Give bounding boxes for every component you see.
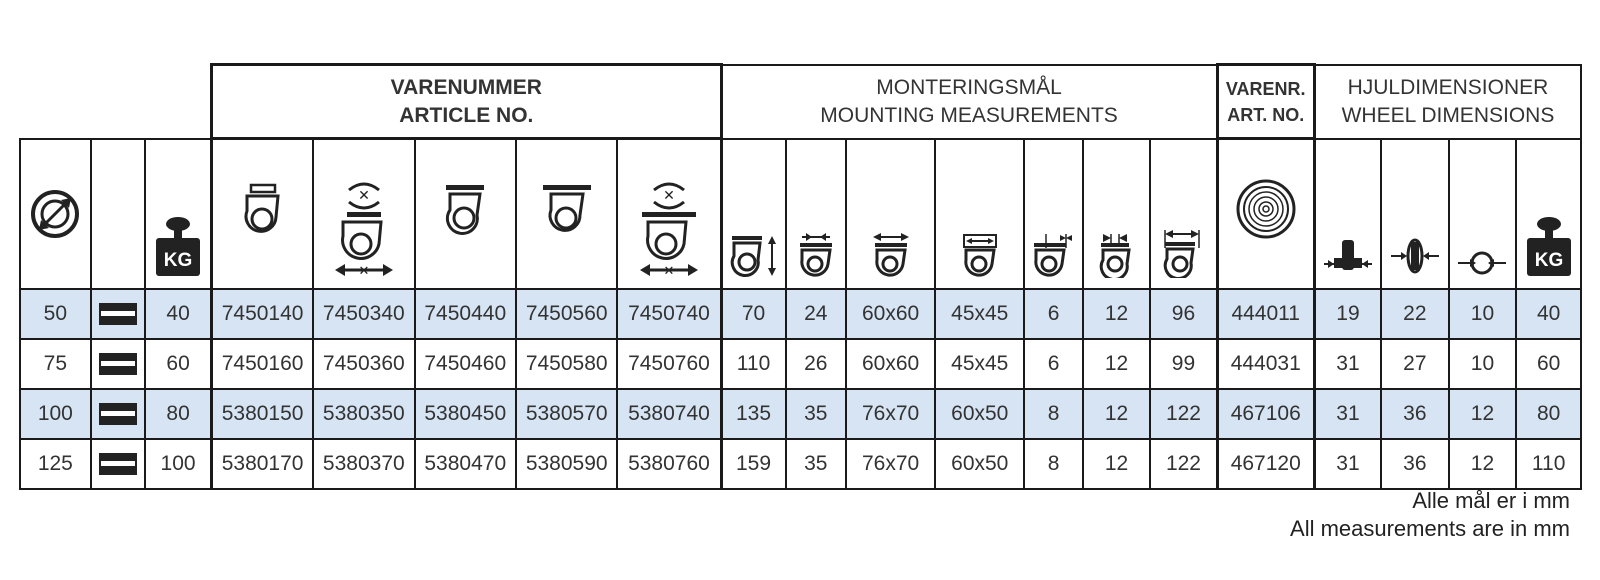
article-cell: 5380350: [313, 389, 414, 439]
mount-cell: 76x70: [846, 439, 935, 489]
article-group-label-en: ARTICLE NO.: [399, 103, 534, 127]
mount-cell: 12: [1083, 339, 1151, 389]
plate-size-icon: [846, 139, 935, 290]
article-number-group-header: [212, 65, 721, 139]
mount-cell: 8: [1024, 389, 1082, 439]
article-cell: 7450360: [313, 339, 414, 389]
wheel-dim-label-en: WHEEL DIMENSIONS: [1341, 103, 1555, 127]
article-cell: 5380470: [415, 439, 516, 489]
mount-cell: 60x60: [846, 289, 935, 339]
wheel-dimensions-group-header: [1314, 65, 1581, 139]
article-cell: 5380370: [313, 439, 414, 489]
svg-text:✕: ✕: [357, 187, 370, 203]
mount-cell: 35: [786, 439, 846, 489]
mount-cell: 45x45: [935, 339, 1024, 389]
tread-cell: [91, 289, 145, 339]
wheel-article-cell: 444011: [1217, 289, 1314, 339]
wheel-article-cell: 467106: [1217, 389, 1314, 439]
mounting-group-header: [721, 65, 1217, 139]
mount-cell: 12: [1083, 439, 1151, 489]
swivel-brake-large-plate-icon: [617, 139, 721, 290]
dim-cell: 19: [1314, 289, 1381, 339]
dim-cell: 10: [1449, 289, 1517, 339]
svg-text:✕: ✕: [663, 263, 675, 278]
article-cell: 5380760: [617, 439, 721, 489]
dim-cell: 27: [1381, 339, 1449, 389]
double-bar-tread-icon: [99, 303, 137, 325]
table-row: [20, 289, 1581, 339]
svg-text:✕: ✕: [663, 187, 675, 203]
wheel-icon: [1217, 139, 1314, 290]
axle-diameter-icon: [1449, 139, 1517, 290]
mount-cell: 6: [1024, 339, 1082, 389]
dim-cell: 40: [1516, 289, 1581, 339]
load-cell: 80: [145, 389, 212, 439]
swivel-offset-icon: [786, 139, 846, 290]
mount-cell: 45x45: [935, 289, 1024, 339]
diameter-cell: 125: [20, 439, 91, 489]
wheel-article-label-da: VARENR.: [1225, 78, 1306, 99]
article-cell: 7450160: [212, 339, 313, 389]
bolt-hole-icon: [1083, 139, 1151, 290]
article-group-label-da: VARENUMMER: [390, 75, 542, 99]
article-cell: 5380170: [212, 439, 313, 489]
dim-cell: 80: [1516, 389, 1581, 439]
load-cell: 40: [145, 289, 212, 339]
mount-cell: 26: [786, 339, 846, 389]
article-cell: 7450440: [415, 289, 516, 339]
tread-width-icon: [1314, 139, 1381, 290]
dim-cell: 60: [1516, 339, 1581, 389]
tread-cell: [91, 339, 145, 389]
article-cell: 7450760: [617, 339, 721, 389]
mount-cell: 12: [1083, 389, 1151, 439]
fixed-top-castor-icon: [415, 139, 516, 290]
mount-cell: 24: [786, 289, 846, 339]
article-cell: 7450580: [516, 339, 617, 389]
mount-cell: 99: [1150, 339, 1217, 389]
article-cell: 5380450: [415, 389, 516, 439]
article-cell: 7450460: [415, 339, 516, 389]
castor-spec-table: [19, 63, 1582, 490]
double-bar-tread-icon: [99, 453, 137, 475]
dim-cell: 36: [1381, 389, 1449, 439]
table-row: [20, 339, 1581, 389]
dim-cell: 31: [1314, 439, 1381, 489]
mount-cell: 135: [721, 389, 786, 439]
fixed-plate-castor-icon: [212, 139, 313, 290]
dim-cell: 10: [1449, 339, 1517, 389]
svg-text:✕: ✕: [358, 263, 370, 278]
dim-cell: 36: [1381, 439, 1449, 489]
mount-cell: 122: [1150, 389, 1217, 439]
double-bar-tread-icon: [99, 353, 137, 375]
dim-cell: 12: [1449, 389, 1517, 439]
tread-cell: [91, 439, 145, 489]
plate-thickness-icon: [1024, 139, 1082, 290]
fixed-large-plate-castor-icon: [516, 139, 617, 290]
mount-cell: 159: [721, 439, 786, 489]
wheel-article-cell: 467120: [1217, 439, 1314, 489]
article-cell: 5380590: [516, 439, 617, 489]
mount-cell: 110: [721, 339, 786, 389]
wheel-kg-icon: [1516, 139, 1581, 290]
mount-cell: 8: [1024, 439, 1082, 489]
kg-weight-icon: [145, 139, 212, 290]
wheel-diameter-icon: [20, 139, 91, 290]
bolt-spacing-icon: [935, 139, 1024, 290]
wheel-article-group-header: [1217, 65, 1314, 139]
wheel-article-cell: 444031: [1217, 339, 1314, 389]
table-row: [20, 389, 1581, 439]
dim-cell: 31: [1314, 389, 1381, 439]
mount-cell: 76x70: [846, 389, 935, 439]
mount-cell: 12: [1083, 289, 1151, 339]
mount-cell: 6: [1024, 289, 1082, 339]
mount-cell: 122: [1150, 439, 1217, 489]
svg-text:KG: KG: [1534, 250, 1563, 271]
diameter-cell: 100: [20, 389, 91, 439]
article-cell: 5380570: [516, 389, 617, 439]
mounting-group-label-en: MOUNTING MEASUREMENTS: [820, 103, 1118, 127]
mount-cell: 96: [1150, 289, 1217, 339]
double-bar-tread-icon: [99, 403, 137, 425]
castor-height-icon: [721, 139, 786, 290]
article-cell: 7450340: [313, 289, 414, 339]
table-row: [20, 439, 1581, 489]
footnote-english: All measurements are in mm: [1290, 516, 1570, 541]
mount-cell: 35: [786, 389, 846, 439]
mount-cell: 60x60: [846, 339, 935, 389]
dim-cell: 110: [1516, 439, 1581, 489]
dim-cell: 31: [1314, 339, 1381, 389]
article-cell: 7450560: [516, 289, 617, 339]
wheel-dim-label-da: HJULDIMENSIONER: [1347, 75, 1549, 99]
article-cell: 7450740: [617, 289, 721, 339]
dim-cell: 12: [1449, 439, 1517, 489]
load-cell: 60: [145, 339, 212, 389]
swivel-radius-icon: [1150, 139, 1217, 290]
swivel-brake-castor-icon: [313, 139, 414, 290]
article-cell: 5380150: [212, 389, 313, 439]
svg-text:KG: KG: [163, 250, 193, 271]
diameter-cell: 75: [20, 339, 91, 389]
footnote-danish: Alle mål er i mm: [1412, 488, 1570, 513]
diameter-cell: 50: [20, 289, 91, 339]
tread-column-header: [91, 139, 145, 290]
mount-cell: 60x50: [935, 439, 1024, 489]
article-cell: 5380740: [617, 389, 721, 439]
tread-cell: [91, 389, 145, 439]
dim-cell: 22: [1381, 289, 1449, 339]
mounting-group-label-da: MONTERINGSMÅL: [876, 75, 1062, 99]
mount-cell: 60x50: [935, 389, 1024, 439]
article-cell: 7450140: [212, 289, 313, 339]
wheel-article-label-en: ART. NO.: [1227, 104, 1305, 125]
hub-length-icon: [1381, 139, 1449, 290]
load-cell: 100: [145, 439, 212, 489]
mount-cell: 70: [721, 289, 786, 339]
